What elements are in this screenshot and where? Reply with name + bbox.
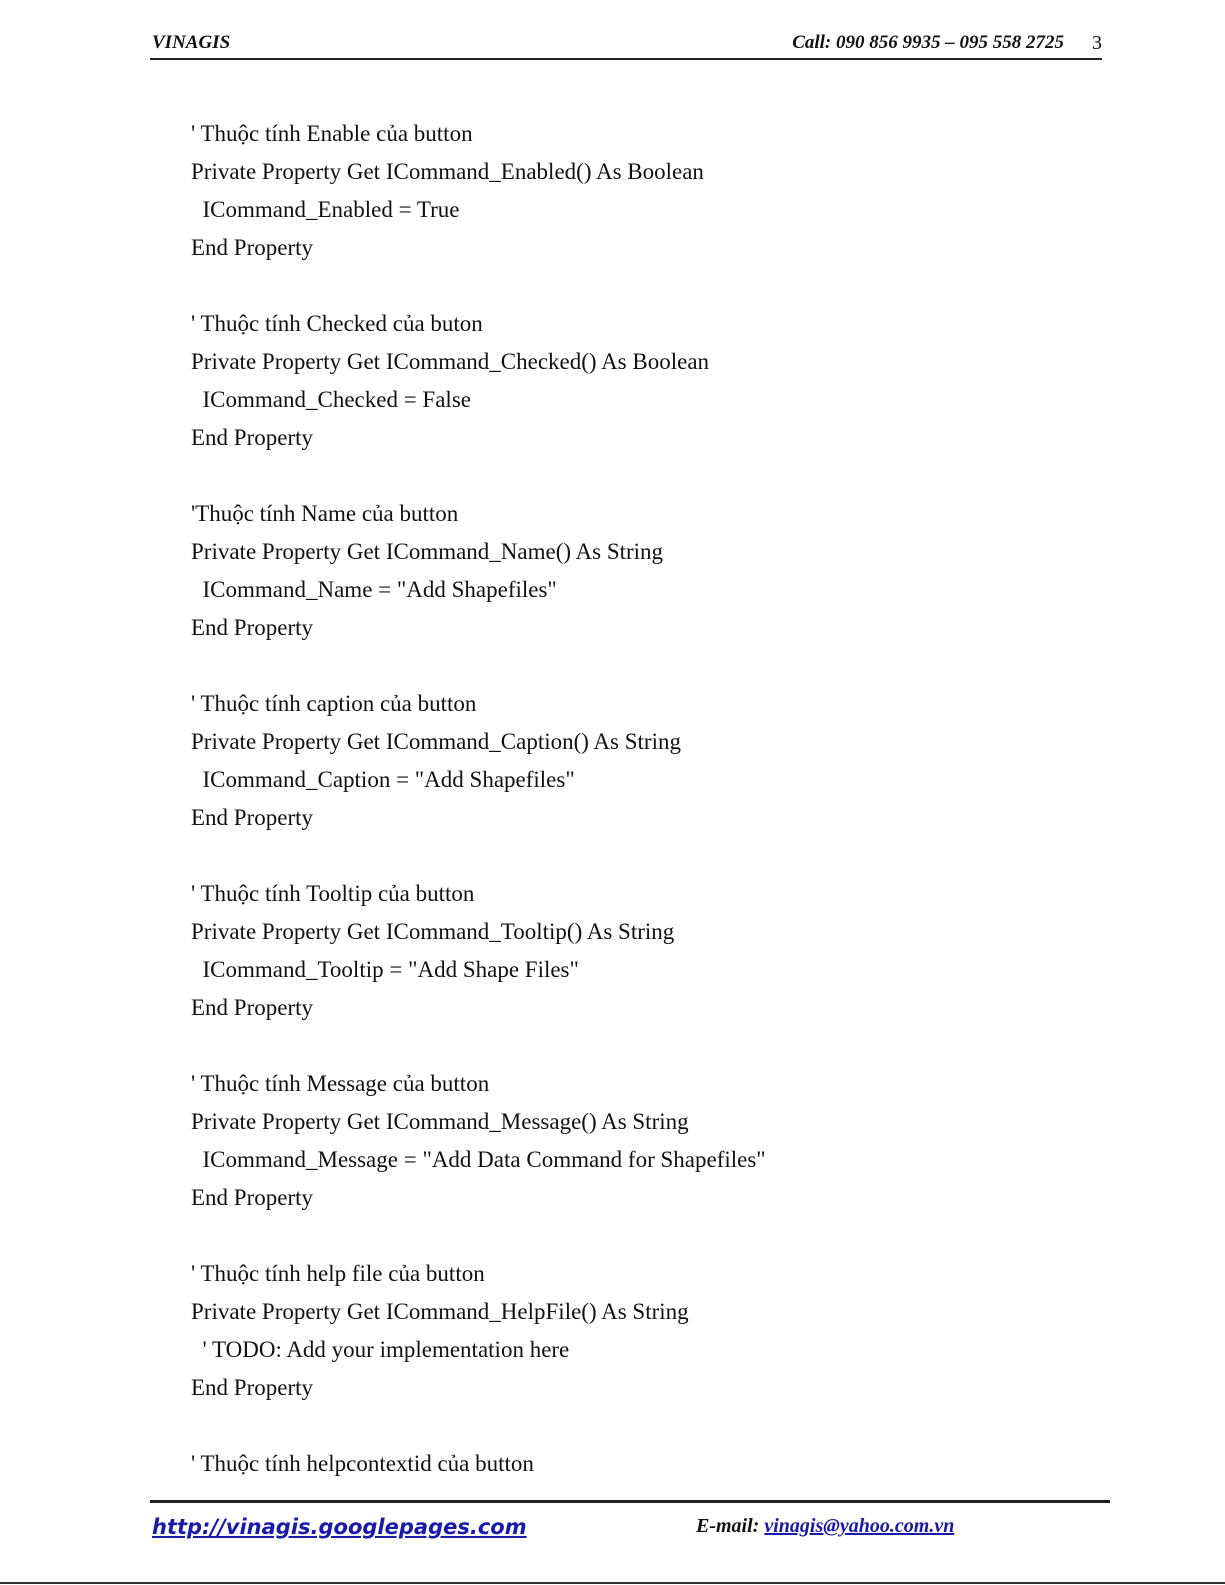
- code-line: ICommand_Message = "Add Data Command for Shapefiles": [191, 1147, 766, 1172]
- code-listing: [191, 115, 1091, 1483]
- header-contact-phone: Call: 090 856 9935 – 095 558 2725: [792, 32, 1064, 53]
- blank-line: [191, 1027, 1091, 1065]
- code-line: ' Thuộc tính help file của button: [191, 1261, 485, 1286]
- blank-line: [191, 1217, 1091, 1255]
- header-brand: VINAGIS: [152, 32, 231, 53]
- code-line: Private Property Get ICommand_Enabled() As Boolean: [191, 159, 704, 184]
- blank-line: [191, 647, 1091, 685]
- code-line: 'Thuộc tính Name của button: [191, 501, 459, 526]
- code-line: Private Property Get ICommand_Checked() As Boolean: [191, 349, 710, 374]
- code-line: End Property: [191, 1185, 314, 1210]
- footer-website-link[interactable]: http://vinagis.googlepages.com: [152, 1515, 527, 1539]
- page-footer: [150, 1500, 1110, 1553]
- code-line: ' TODO: Add your implementation here: [191, 1337, 570, 1362]
- code-line: End Property: [191, 235, 314, 260]
- code-line: End Property: [191, 995, 314, 1020]
- code-line: End Property: [191, 425, 314, 450]
- code-line: ' Thuộc tính Enable của button: [191, 121, 473, 146]
- code-line: ICommand_Tooltip = "Add Shape Files": [191, 957, 579, 982]
- code-line: ICommand_Enabled = True: [191, 197, 460, 222]
- code-line: ' Thuộc tính caption của button: [191, 691, 477, 716]
- code-line: Private Property Get ICommand_Tooltip() As String: [191, 919, 675, 944]
- code-line: Private Property Get ICommand_HelpFile() As String: [191, 1299, 689, 1324]
- code-line: End Property: [191, 615, 314, 640]
- blank-line: [191, 1407, 1091, 1445]
- page-header: [150, 32, 1102, 60]
- code-line: End Property: [191, 805, 314, 830]
- blank-line: [191, 837, 1091, 875]
- footer-email-label: E-mail:: [696, 1515, 765, 1537]
- code-line: Private Property Get ICommand_Name() As String: [191, 539, 664, 564]
- code-line: Private Property Get ICommand_Caption() As String: [191, 729, 681, 754]
- footer-email: [696, 1515, 954, 1538]
- footer-email-link[interactable]: vinagis@yahoo.com.vn: [764, 1515, 955, 1537]
- code-line: ICommand_Caption = "Add Shapefiles": [191, 767, 575, 792]
- blank-line: [191, 457, 1091, 495]
- code-line: Private Property Get ICommand_Message() As String: [191, 1109, 689, 1134]
- page-number: 3: [1092, 32, 1102, 54]
- code-line: End Property: [191, 1375, 314, 1400]
- code-line: ' Thuộc tính Message của button: [191, 1071, 490, 1096]
- code-line: ' Thuộc tính helpcontextid của button: [191, 1451, 534, 1476]
- code-line: ' Thuộc tính Tooltip của button: [191, 881, 475, 906]
- code-line: ICommand_Checked = False: [191, 387, 471, 412]
- blank-line: [191, 267, 1091, 305]
- code-line: ' Thuộc tính Checked của buton: [191, 311, 483, 336]
- bottom-divider: [0, 1582, 1225, 1584]
- code-line: ICommand_Name = "Add Shapefiles": [191, 577, 557, 602]
